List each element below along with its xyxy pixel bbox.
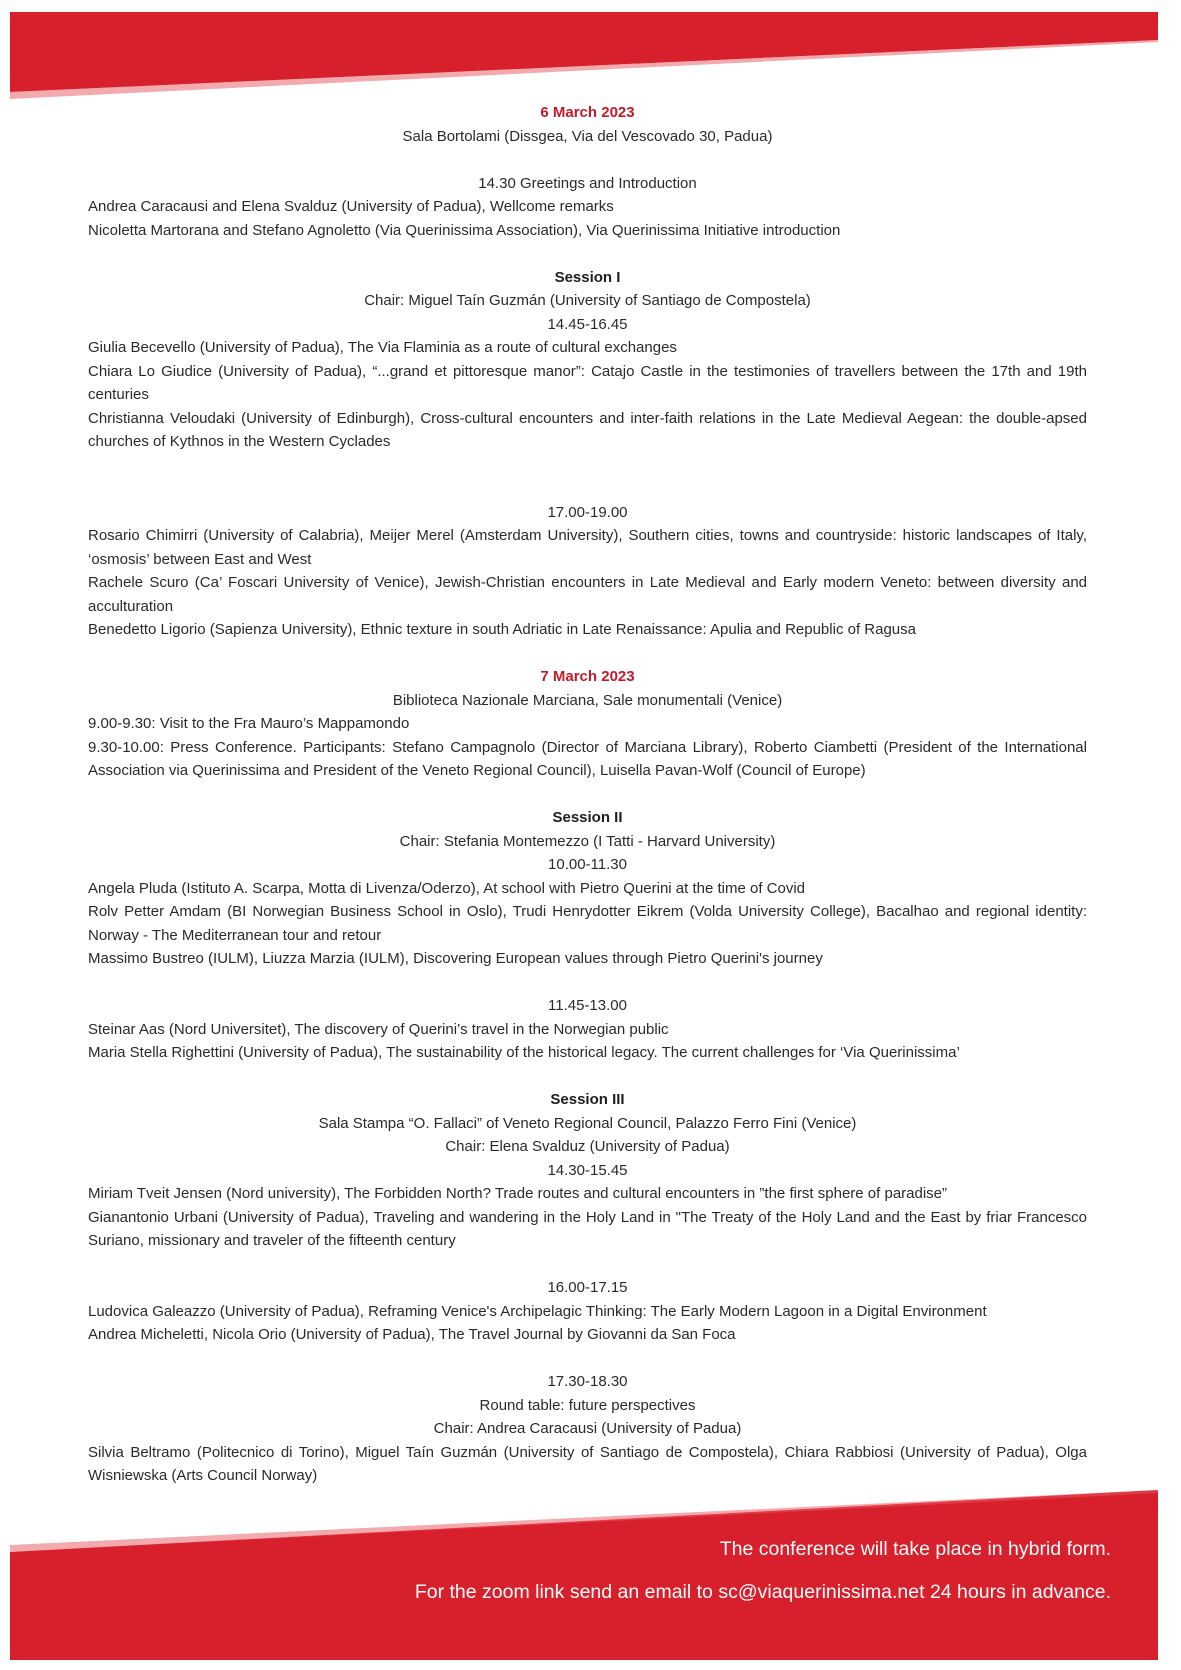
session2-time: 10.00-11.30 [548, 856, 627, 873]
talk: Angela Pluda (Istituto A. Scarpa, Motta di Livenza/Oderzo), At school with Pietro Querini at the time of Covid [88, 879, 806, 897]
session1-chair: Chair: Miguel Taín Guzmán (University of Santiago de Compostela) [364, 292, 811, 309]
roundtable-title: Round table: future perspectives [479, 1396, 696, 1414]
opening-line: Nicoletta Martorana and Stefano Agnoletto (Via Querinissima Association), Via Querinissima Initiative introduction [88, 221, 841, 239]
opening-time: 14.30 Greetings and Introduction [478, 174, 697, 192]
talk: Maria Stella Righettini (University of Padua), The sustainability of the historical legacy. The current challenges for ‘Via Querinissima’ [88, 1044, 960, 1061]
talk: Chiara Lo Giudice (University of Padua), “...grand et pittoresque manor”: Catajo Castle in the testimonies of travellers between the 17th and 19th centuries [88, 362, 1087, 403]
session1-time: 14.45-16.45 [547, 315, 628, 333]
talk: Rosario Chimirri (University of Calabria), Meijer Merel (Amsterdam University), Southern cities, towns and countryside: historic landscapes of Italy, ‘osmosis’ between East and West [88, 527, 1087, 568]
morning-item: 9.00-9.30: Visit to the Fra Mauro’s Mappamondo [88, 715, 410, 732]
session3-time: 14.30-15.45 [547, 1161, 628, 1179]
talk: Ludovica Galeazzo (University of Padua), Reframing Venice's Archipelagic Thinking: The Early Modern Lagoon in a Digital Environment [88, 1302, 987, 1320]
day1-venue: Sala Bortolami (Dissgea, Via del Vescovado 30, Padua) [402, 127, 773, 145]
talk: Andrea Micheletti, Nicola Orio (University of Padua), The Travel Journal by Giovanni da San Foca [88, 1326, 736, 1343]
roundtable-chair: Chair: Andrea Caracausi (University of Padua) [433, 1420, 742, 1437]
session3-venue: Sala Stampa “O. Fallaci” of Veneto Regional Council, Palazzo Ferro Fini (Venice) [318, 1114, 857, 1132]
block4-time: 16.00-17.15 [547, 1279, 628, 1296]
roundtable-time: 17.30-18.30 [547, 1373, 628, 1390]
session1-title: Session I [554, 268, 621, 286]
top-red-banner [10, 12, 1158, 99]
footer-zoom-note: For the zoom link send an email to sc@viaquerinissima.net 24 hours in advance. [414, 1581, 1111, 1603]
talk: Massimo Bustreo (IULM), Liuzza Marzia (IULM), Discovering European values through Pietro Querini's journey [88, 950, 823, 967]
session2-title: Session II [552, 809, 623, 826]
footer-hybrid-note: The conference will take place in hybrid form. [719, 1538, 1111, 1560]
day2-date: 7 March 2023 [540, 668, 635, 685]
block2-time: 17.00-19.00 [547, 503, 628, 521]
talk: Benedetto Ligorio (Sapienza University), Ethnic texture in south Adriatic in Late Renaissance: Apulia and Republic of Ragusa [88, 621, 916, 638]
talk: Rolv Petter Amdam (BI Norwegian Business School in Oslo), Trudi Henrydotter Eikrem (Volda University College), Bacalhao and regional identity: Norway - The Mediterranean tour and retour [88, 903, 1087, 944]
day2-venue: Biblioteca Nazionale Marciana, Sale monumentali (Venice) [392, 691, 783, 709]
roundtable-participants: Silvia Beltramo (Politecnico di Torino), Miguel Taín Guzmán (University of Santiago de Compostela), Chiara Rabbiosi (University of Padua), Olga Wisniewska (Arts Council Norway) [88, 1443, 1087, 1484]
session3-chair: Chair: Elena Svalduz (University of Padua) [445, 1138, 730, 1155]
talk: Miriam Tveit Jensen (Nord university), The Forbidden North? Trade routes and cultural encounters in ”the first sphere of paradise” [88, 1185, 948, 1202]
talk: Rachele Scuro (Ca’ Foscari University of Venice), Jewish-Christian encounters in Late Medieval and Early modern Veneto: between diversity and acculturation [88, 574, 1087, 615]
block3-time: 11.45-13.00 [548, 997, 627, 1014]
talk: Steinar Aas (Nord Universitet), The discovery of Querini’s travel in the Norwegian public [88, 1020, 669, 1038]
session3-title: Session III [550, 1091, 625, 1108]
session2-chair: Chair: Stefania Montemezzo (I Tatti - Harvard University) [399, 832, 776, 850]
day1-date: 6 March 2023 [540, 104, 635, 121]
talk: Gianantonio Urbani (University of Padua), Traveling and wandering in the Holy Land in "The Treaty of the Holy Land and the East by friar Francesco Suriano, missionary and traveler of the fifteenth century [88, 1208, 1087, 1249]
morning-item: 9.30-10.00: Press Conference. Participants: Stefano Campagnolo (Director of Marciana Library), Roberto Ciambetti (President of the International Association via Querinissima and President of the Veneto Regional Council), Luisella Pavan-Wolf (Council of Europe) [88, 738, 1087, 779]
program-content [88, 101, 1087, 1488]
talk: Christianna Veloudaki (University of Edinburgh), Cross-cultural encounters and inter-faith relations in the Late Medieval Aegean: the double-apsed churches of Kythnos in the Western Cyclades [88, 409, 1087, 450]
opening-line: Andrea Caracausi and Elena Svalduz (University of Padua), Wellcome remarks [88, 198, 614, 215]
bottom-red-banner [10, 1490, 1158, 1660]
talk: Giulia Becevello (University of Padua), The Via Flaminia as a route of cultural exchanges [88, 339, 677, 356]
